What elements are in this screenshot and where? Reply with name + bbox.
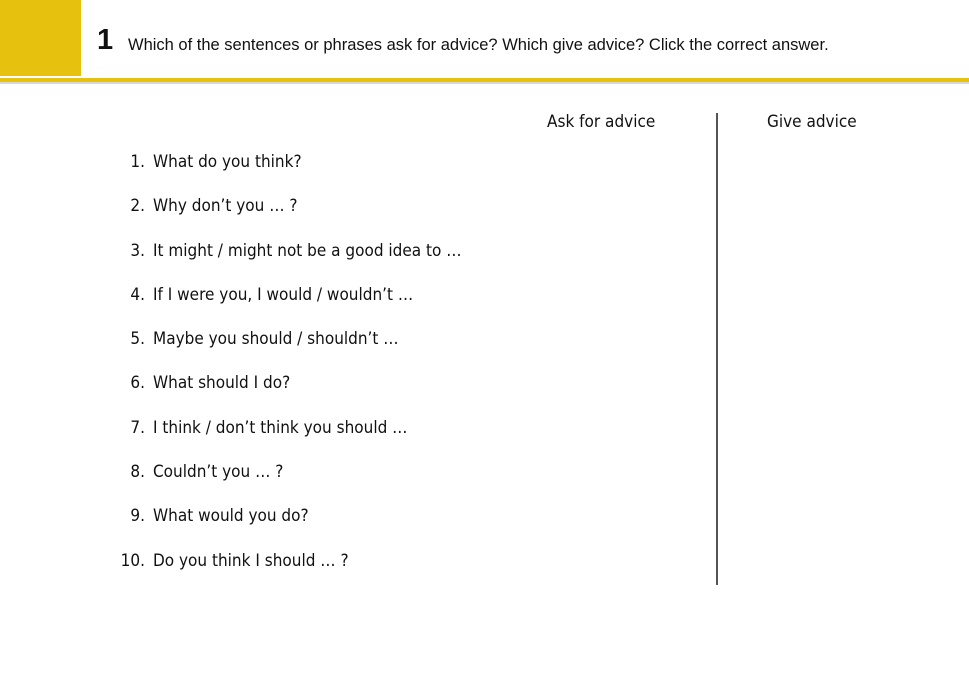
phrase-item[interactable] — [110, 285, 530, 329]
phrase-text[interactable]: Maybe you should / shouldn’t … — [153, 329, 399, 350]
exercise-header — [0, 0, 969, 76]
phrase-item[interactable] — [110, 551, 530, 595]
phrase-text[interactable]: What would you do? — [153, 506, 309, 527]
phrase-text[interactable]: What do you think? — [153, 152, 302, 172]
phrase-number: 4. — [130, 284, 145, 305]
phrase-list — [110, 152, 530, 595]
phrase-item[interactable] — [110, 241, 530, 285]
header-rule-shadow — [0, 82, 969, 84]
phrase-number: 2. — [130, 196, 145, 217]
phrase-text[interactable]: Couldn’t you … ? — [153, 462, 284, 483]
phrase-item[interactable] — [110, 506, 530, 550]
phrase-text[interactable]: Why don’t you … ? — [153, 196, 298, 217]
phrase-item[interactable] — [110, 373, 530, 417]
phrase-number: 5. — [130, 329, 145, 350]
phrase-item[interactable] — [110, 196, 530, 240]
column-divider — [716, 113, 718, 585]
phrase-text[interactable]: It might / might not be a good idea to … — [153, 240, 462, 261]
phrase-text[interactable]: I think / don’t think you should … — [153, 417, 408, 438]
phrase-number: 7. — [130, 417, 145, 438]
column-heading-ask-for-advice: Ask for advice — [547, 112, 656, 132]
phrase-number: 6. — [130, 373, 145, 394]
phrase-item[interactable] — [110, 418, 530, 462]
exercise-instruction: Which of the sentences or phrases ask for advice? Which give advice? Click the correct answer. — [128, 36, 829, 54]
exercise-number: 1 — [97, 24, 114, 56]
phrase-item[interactable] — [110, 462, 530, 506]
phrase-number: 1. — [130, 152, 145, 172]
phrase-item[interactable] — [110, 329, 530, 373]
phrase-text[interactable]: Do you think I should … ? — [153, 550, 349, 571]
column-heading-give-advice: Give advice — [767, 112, 857, 132]
header-accent-block — [0, 0, 81, 76]
phrase-number: 9. — [130, 506, 145, 527]
phrase-number: 10. — [120, 550, 145, 571]
phrase-text[interactable]: If I were you, I would / wouldn’t … — [153, 284, 414, 305]
phrase-text[interactable]: What should I do? — [153, 373, 291, 394]
phrase-item[interactable] — [110, 152, 530, 196]
phrase-number: 8. — [130, 462, 145, 483]
phrase-number: 3. — [130, 240, 145, 261]
